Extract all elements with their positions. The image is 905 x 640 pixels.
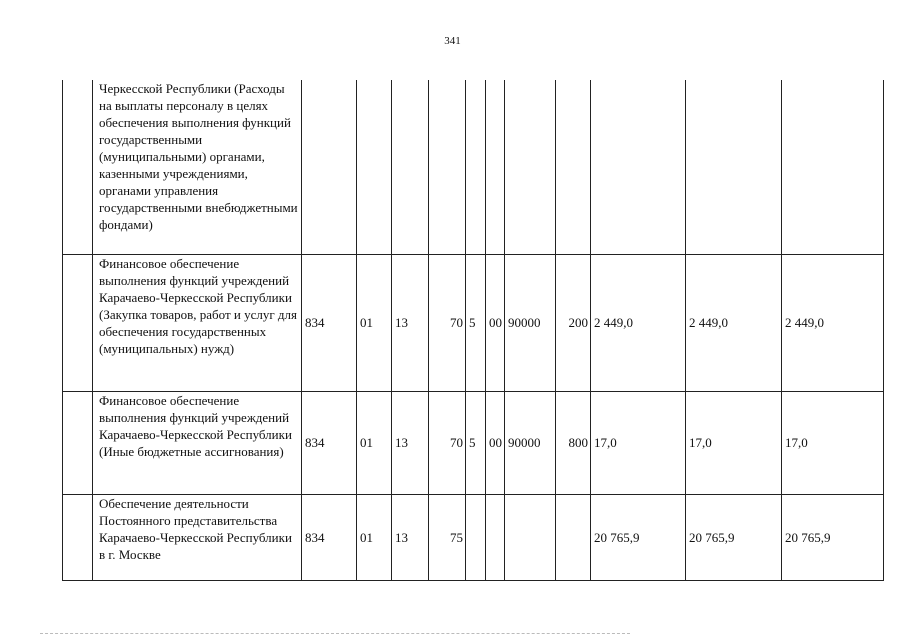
table-row: [63, 80, 884, 254]
subsection-code: 13: [392, 494, 429, 580]
subsection-code: [392, 80, 429, 254]
amount-year-2: 17,0: [686, 391, 782, 494]
expense-type-code: [556, 494, 591, 580]
expense-type-code: 200: [556, 254, 591, 391]
table-row: [63, 391, 884, 494]
amount-year-3: 2 449,0: [782, 254, 884, 391]
amount-year-2: 2 449,0: [686, 254, 782, 391]
amount-year-1: 2 449,0: [591, 254, 686, 391]
subprogram-code: 5: [466, 254, 486, 391]
main-event-code: 00: [486, 254, 505, 391]
section-code: 01: [357, 254, 392, 391]
direction-code: 90000: [505, 391, 556, 494]
direction-code: [505, 80, 556, 254]
blank-cell: [63, 494, 93, 580]
footer-divider: [40, 633, 630, 634]
main-event-code: [486, 80, 505, 254]
subsection-code: 13: [392, 254, 429, 391]
section-code: [357, 80, 392, 254]
amount-year-3: 17,0: [782, 391, 884, 494]
row-description: Черкесской Республики (Расходы на выплаты персоналу в целях обеспечения выполнения функций государственными (муниципальными) органами, казенными учреждениями, органами управления государственными внебюджетными фондами): [93, 80, 302, 254]
blank-cell: [63, 254, 93, 391]
amount-year-2: 20 765,9: [686, 494, 782, 580]
blank-cell: [63, 80, 93, 254]
direction-code: 90000: [505, 254, 556, 391]
budget-table: [62, 80, 884, 581]
direction-code: [505, 494, 556, 580]
ministry-code: 834: [302, 391, 357, 494]
row-description: Финансовое обеспечение выполнения функций учреждений Карачаево-Черкесской Республики (Иные бюджетные ассигнования): [93, 391, 302, 494]
ministry-code: 834: [302, 254, 357, 391]
ministry-code: 834: [302, 494, 357, 580]
subprogram-code: [466, 80, 486, 254]
main-event-code: 00: [486, 391, 505, 494]
section-code: 01: [357, 391, 392, 494]
amount-year-3: [782, 80, 884, 254]
amount-year-2: [686, 80, 782, 254]
row-description: Финансовое обеспечение выполнения функций учреждений Карачаево-Черкесской Республики (Закупка товаров, работ и услуг для обеспечения государственных (муниципальных) нужд): [93, 254, 302, 391]
amount-year-1: 20 765,9: [591, 494, 686, 580]
program-code: 75: [429, 494, 466, 580]
row-description: Обеспечение деятельности Постоянного представительства Карачаево-Черкесской Республики в г. Москве: [93, 494, 302, 580]
section-code: 01: [357, 494, 392, 580]
expense-type-code: [556, 80, 591, 254]
program-code: 70: [429, 391, 466, 494]
subprogram-code: [466, 494, 486, 580]
page-number: 341: [444, 35, 461, 47]
program-code: [429, 80, 466, 254]
program-code: 70: [429, 254, 466, 391]
amount-year-1: [591, 80, 686, 254]
subprogram-code: 5: [466, 391, 486, 494]
blank-cell: [63, 391, 93, 494]
ministry-code: [302, 80, 357, 254]
amount-year-1: 17,0: [591, 391, 686, 494]
table-row: [63, 254, 884, 391]
expense-type-code: 800: [556, 391, 591, 494]
main-event-code: [486, 494, 505, 580]
table-row: [63, 494, 884, 580]
subsection-code: 13: [392, 391, 429, 494]
amount-year-3: 20 765,9: [782, 494, 884, 580]
